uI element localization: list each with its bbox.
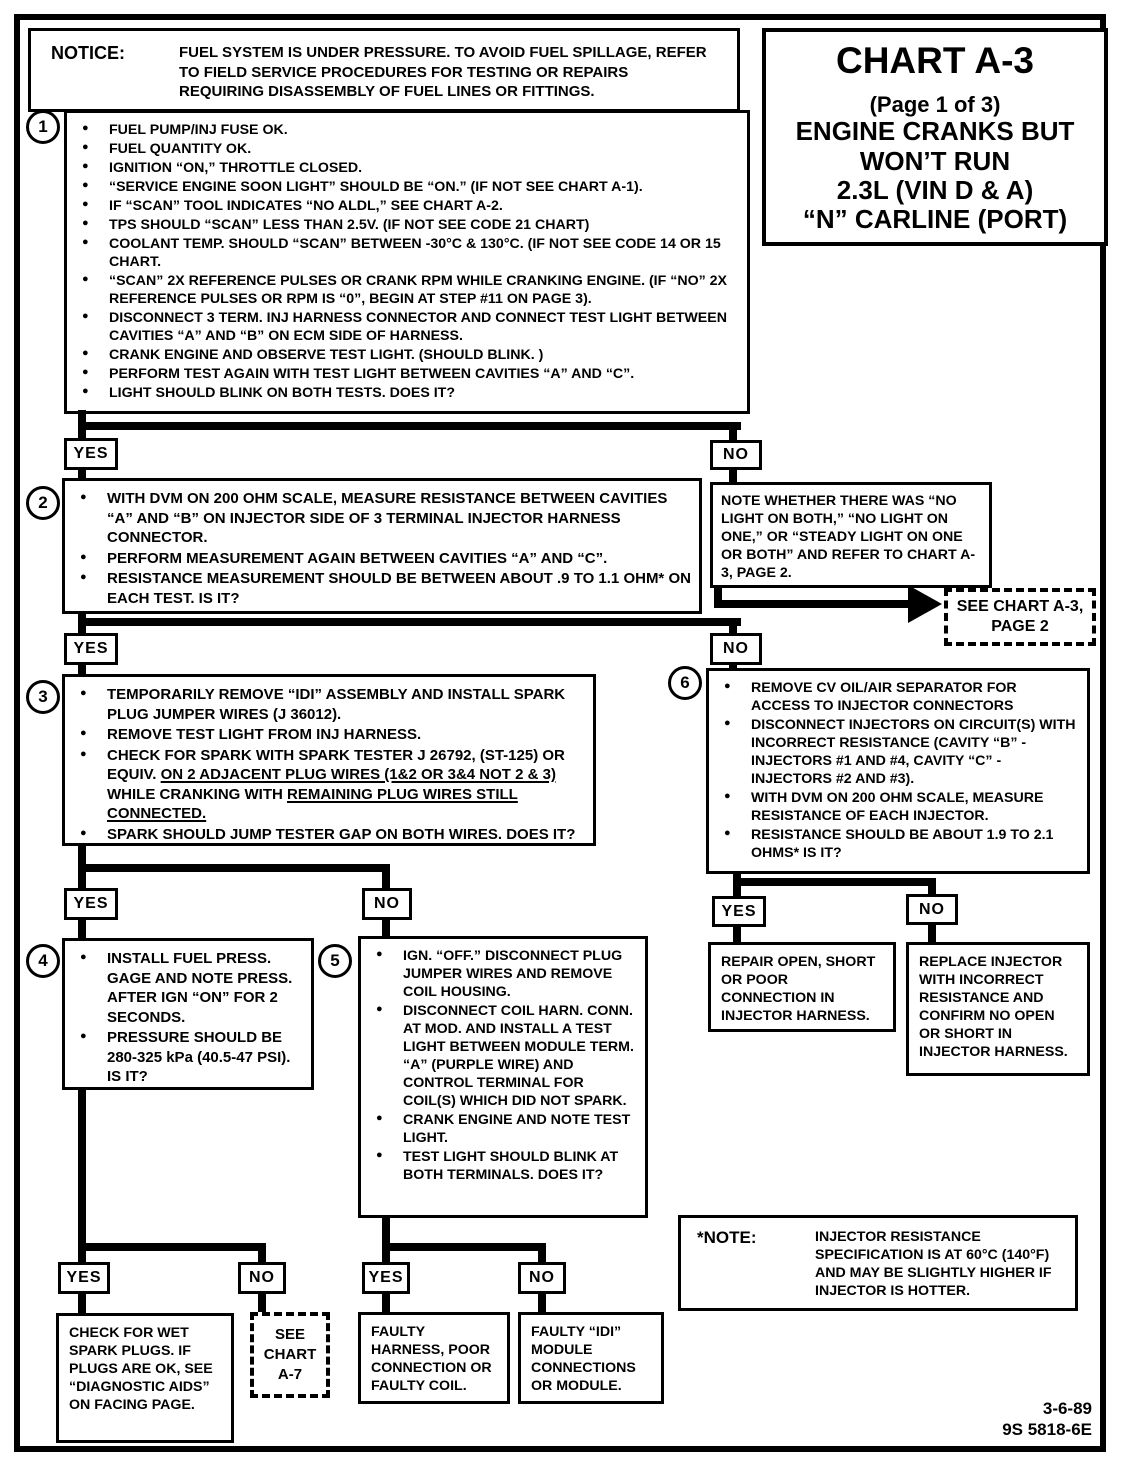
step-1-bullet: ● DISCONNECT 3 TERM. INJ HARNESS CONNECTOR AND CONNECT TEST LIGHT BETWEEN CAVITIES “A” AND “B” ON ECM SIDE OF HARNESS. [75,309,739,345]
step-1-bullet-list [67,113,747,409]
footnote-label: *NOTE: [697,1228,757,1247]
step-1-bullet: ● COOLANT TEMP. SHOULD “SCAN” BETWEEN -30°C & 130°C. (IF NOT SEE CODE 14 OR 15 CHART. [75,235,739,271]
flow-line [382,1294,390,1312]
chart-subtitle-1: ENGINE CRANKS BUT [795,116,1075,147]
footer-document-code: 9S 5818-6E [1002,1420,1092,1440]
notice-text: FUEL SYSTEM IS UNDER PRESSURE. TO AVOID FUEL SPILLAGE, REFER TO FIELD SERVICE PROCEDURES FOR TESTING OR REPAIRS REQUIRING DISASSEMBLY OF FUEL LINES OR FITTINGS. [179,44,707,100]
flow-line [78,1090,86,1264]
flow-line [78,422,741,430]
faulty-idi-outcome-box: FAULTY “IDI” MODULE CONNECTIONS OR MODULE. [518,1312,664,1404]
step-3-bullet-text: CHECK FOR SPARK WITH SPARK TESTER J 26792, (ST-125) OR EQUIV. [107,746,565,783]
step-4-bullet: ● INSTALL FUEL PRESS. GAGE AND NOTE PRESS. AFTER IGN “ON” FOR 2 SECONDS. [73,949,303,1027]
step-3-bullet [73,746,585,824]
step-4-number: 4 [26,944,60,978]
flow-line [78,618,741,626]
step-6-yes-label: YES [712,896,766,927]
step-5-number: 5 [318,944,352,978]
step-1-box [64,110,750,414]
step-6-number: 6 [668,666,702,700]
notice-label: NOTICE: [51,43,125,63]
step-6-bullet: ● WITH DVM ON 200 OHM SCALE, MEASURE RESISTANCE OF EACH INJECTOR. [717,789,1079,825]
step-3-bullet: ● TEMPORARILY REMOVE “IDI” ASSEMBLY AND INSTALL SPARK PLUG JUMPER WIRES (J 36012). [73,685,585,724]
step-4-bullet: ● PRESSURE SHOULD BE 280-325 kPa (40.5-47 PSI). IS IT? [73,1028,303,1087]
flow-line [78,920,86,940]
step-4-box [62,938,314,1090]
chart-engine: 2.3L (VIN D & A) [836,174,1034,205]
see-chart-a7-line1: SEE [274,1325,305,1343]
footer-date: 3-6-89 [1042,1399,1092,1418]
chart-title-box [762,28,1108,246]
chart-subtitle-2: WON’T RUN [859,145,1011,176]
flow-line [382,1218,390,1264]
see-chart-a3-line2: PAGE 2 [991,618,1049,635]
step-3-bullet: ● REMOVE TEST LIGHT FROM INJ HARNESS. [73,725,585,745]
check-wet-plugs-outcome-box: CHECK FOR WET SPARK PLUGS. IF PLUGS ARE OK, SEE “DIAGNOSTIC AIDS” ON FACING PAGE. [56,1313,234,1443]
step-1-yes-label: YES [64,438,118,470]
step-1-bullet: ● CRANK ENGINE AND OBSERVE TEST LIGHT. (SHOULD BLINK. ) [75,346,739,364]
notice-box [28,28,740,112]
step-5-box [358,936,648,1218]
flow-line [78,1294,86,1314]
step-3-underlined-text: ON 2 ADJACENT PLUG WIRES (1&2 OR 3&4 NOT 2 & 3) [160,766,556,783]
step-2-number: 2 [26,486,60,520]
step-1-number: 1 [26,110,60,144]
step-6-box [706,668,1090,874]
see-chart-a3-page2-ref [944,588,1096,646]
step-5-bullet: ● DISCONNECT COIL HARN. CONN. AT MOD. AND INSTALL A TEST LIGHT BETWEEN MODULE TERM. “A” (PURPLE WIRE) AND CONTROL TERMINAL FOR COIL(S) WHICH DID NOT SPARK. [369,1002,637,1110]
step-3-box [62,674,596,846]
step-3-underlined-text: REMAINING PLUG WIRES STILL CONNECTED. [107,785,518,822]
document-footer [950,1398,1092,1441]
footnote-text: INJECTOR RESISTANCE SPECIFICATION IS AT 60°C (140°F) AND MAY BE SLIGHTLY HIGHER IF INJECTOR IS HOTTER. [815,1229,1052,1300]
step-2-bullet: ● WITH DVM ON 200 OHM SCALE, MEASURE RESISTANCE BETWEEN CAVITIES “A” AND “B” ON INJECTOR SIDE OF 3 TERMINAL INJECTOR HARNESS CONNECTOR. [73,489,691,548]
faulty-harness-outcome-box: FAULTY HARNESS, POOR CONNECTION OR FAULTY COIL. [358,1312,510,1404]
step-1-bullet: ● FUEL PUMP/INJ FUSE OK. [75,121,739,139]
step-1-bullet: ● TPS SHOULD “SCAN” LESS THAN 2.5V. (IF NOT SEE CODE 21 CHART) [75,216,739,234]
replace-injector-outcome-box: REPLACE INJECTOR WITH INCORRECT RESISTANCE AND CONFIRM NO OPEN OR SHORT IN INJECTOR HARNESS. [906,942,1090,1076]
chart-page-number: (Page 1 of 3) [869,92,1001,118]
repair-open-outcome-box: REPAIR OPEN, SHORT OR POOR CONNECTION IN INJECTOR HARNESS. [708,942,896,1032]
step-6-bullet: ● REMOVE CV OIL/AIR SEPARATOR FOR ACCESS TO INJECTOR CONNECTORS [717,679,1079,715]
step-2-yes-label: YES [64,633,118,665]
flow-line [733,878,936,886]
step-4-no-label: NO [238,1262,286,1294]
step-1-bullet: ● PERFORM TEST AGAIN WITH TEST LIGHT BETWEEN CAVITIES “A” AND “C”. [75,365,739,383]
step-3-bullet-text: WHILE CRANKING WITH [107,785,287,803]
see-chart-a7-ref [250,1312,330,1398]
flow-line [78,1243,266,1251]
flow-line [714,600,910,608]
flow-line [78,864,390,872]
step-2-box [62,478,702,614]
step-2-bullet-list [65,481,699,615]
step-1-bullet: ● IGNITION “ON,” THROTTLE CLOSED. [75,159,739,177]
step-3-yes-label: YES [64,888,118,920]
step-2-bullet: ● PERFORM MEASUREMENT AGAIN BETWEEN CAVITIES “A” AND “C”. [73,549,691,569]
step-3-bullet-list [65,677,593,851]
see-chart-a7-line3: A-7 [277,1366,303,1384]
step-3-bullet: ● SPARK SHOULD JUMP TESTER GAP ON BOTH WIRES. DOES IT? [73,825,585,845]
step-6-bullet: ● RESISTANCE SHOULD BE ABOUT 1.9 TO 2.1 OHMS* IS IT? [717,826,1079,862]
step-6-no-label: NO [906,894,958,925]
step-5-no-label: NO [518,1262,566,1294]
step-5-bullet-list [361,939,645,1191]
chart-title: CHART A-3 [835,40,1034,82]
flow-line [258,1294,266,1312]
step-4-yes-label: YES [58,1262,110,1294]
step-1-bullet: ● “SERVICE ENGINE SOON LIGHT” SHOULD BE “ON.” (IF NOT SEE CHART A-1). [75,178,739,196]
step-5-bullet: ● TEST LIGHT SHOULD BLINK AT BOTH TERMINALS. DOES IT? [369,1148,637,1184]
see-chart-a7-line2: CHART [263,1345,317,1363]
step-6-bullet: ● DISCONNECT INJECTORS ON CIRCUIT(S) WITH INCORRECT RESISTANCE (CAVITY “B” - INJECTORS #1 AND #4, CAVITY “C” - INJECTORS #2 AND #3). [717,716,1079,788]
step-3-number: 3 [26,680,60,714]
flow-line [538,1294,546,1312]
flow-line [382,1243,546,1251]
step-3-no-label: NO [362,888,412,920]
step-5-bullet: ● IGN. “OFF.” DISCONNECT PLUG JUMPER WIRES AND REMOVE COIL HOUSING. [369,947,637,1001]
step-1-bullet: ● FUEL QUANTITY OK. [75,140,739,158]
step-1-bullet: ● LIGHT SHOULD BLINK ON BOTH TESTS. DOES IT? [75,384,739,402]
step-1-no-label: NO [710,440,762,470]
see-chart-a3-line1: SEE CHART A-3, [956,598,1084,615]
step-1-bullet: ● IF “SCAN” TOOL INDICATES “NO ALDL,” SEE CHART A-2. [75,197,739,215]
step-5-bullet: ● CRANK ENGINE AND NOTE TEST LIGHT. [369,1111,637,1147]
no-light-note-box: NOTE WHETHER THERE WAS “NO LIGHT ON BOTH,” “NO LIGHT ON ONE,” OR “STEADY LIGHT ON ONE OR BOTH” AND REFER TO CHART A-3, PAGE 2. [710,482,992,588]
footnote-box [678,1215,1078,1311]
flow-line [729,470,737,482]
step-6-bullet-list [709,671,1087,869]
step-5-yes-label: YES [362,1262,410,1294]
step-1-bullet: ● “SCAN” 2X REFERENCE PULSES OR CRANK RPM WHILE CRANKING ENGINE. (IF “NO” 2X REFERENCE PULSES OR RPM IS “0”, BEGIN AT STEP #11 ON PAGE 3). [75,272,739,308]
step-4-bullet-list [65,941,311,1094]
step-2-no-label: NO [710,633,762,665]
step-2-bullet: ● RESISTANCE MEASUREMENT SHOULD BE BETWEEN ABOUT .9 TO 1.1 OHM* ON EACH TEST. IS IT? [73,569,691,608]
chart-carline: “N” CARLINE (PORT) [802,203,1068,234]
flow-line [538,1251,546,1262]
flow-line [258,1251,266,1262]
arrow-right-icon [908,585,942,623]
